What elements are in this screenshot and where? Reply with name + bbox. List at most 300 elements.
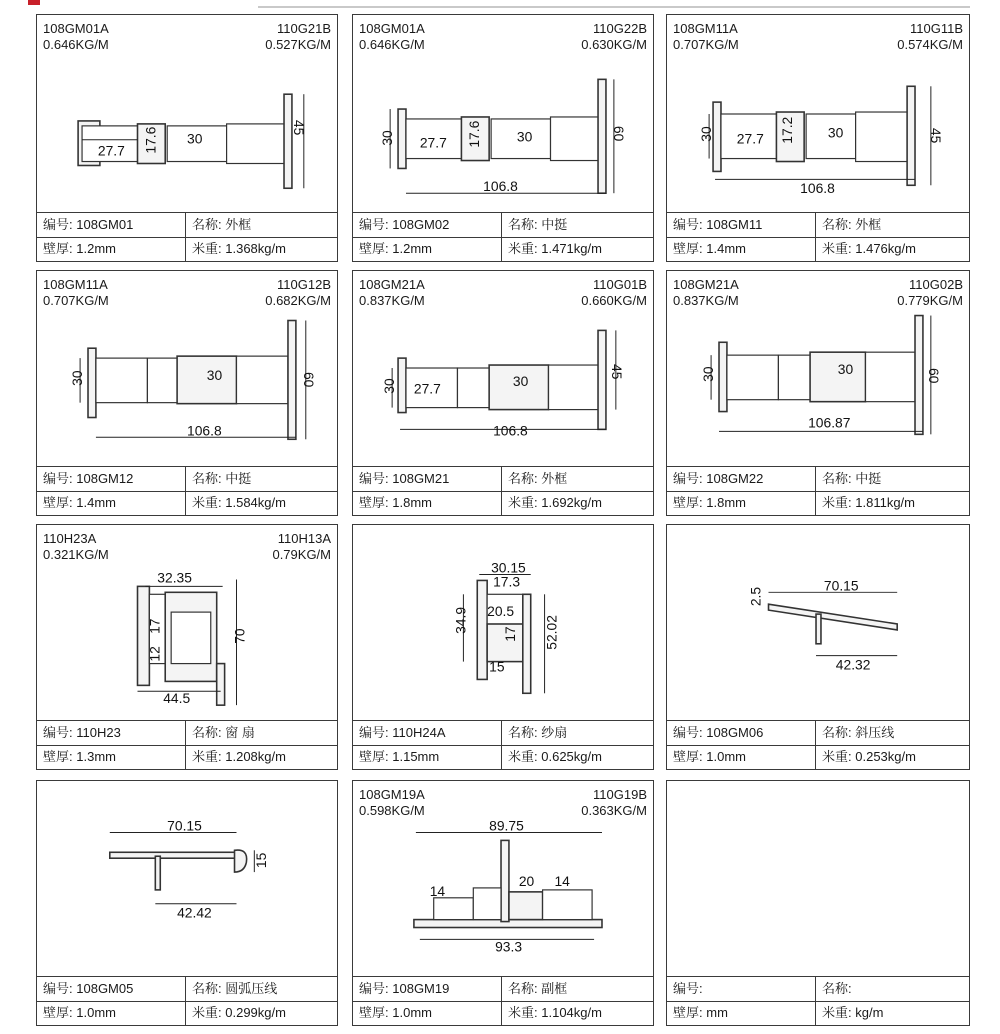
profile-figure: [353, 525, 653, 721]
profile-part: [288, 320, 296, 439]
name-cell: [185, 467, 337, 491]
thickness-cell: [353, 745, 501, 769]
left-profile-code: [43, 531, 109, 563]
thickness-cell: [37, 1001, 185, 1025]
thickness-value: 1.0mm: [76, 1005, 116, 1020]
thickness-label: 壁厚:: [359, 749, 389, 764]
thickness-label: 壁厚:: [43, 1005, 73, 1020]
weight-value: 0.625kg/m: [541, 749, 602, 764]
name-value: 斜压线: [855, 725, 895, 740]
profile-card-108GM05: [36, 780, 338, 1026]
weight-value: 0.299kg/m: [225, 1005, 286, 1020]
name-label: 名称:: [192, 981, 222, 996]
dimension-label: 15: [253, 852, 270, 869]
number-cell: [37, 213, 185, 237]
weight-label: 米重:: [508, 749, 538, 764]
profile-figure: [667, 781, 969, 977]
left-profile-code: [359, 787, 425, 819]
spec-table: [667, 466, 969, 515]
profile-chamber: [227, 124, 286, 164]
dimension-label: 45: [927, 127, 944, 144]
spec-row: [353, 977, 653, 1002]
profile-drawing: [667, 525, 969, 721]
left-profile-code: [43, 277, 109, 309]
profile-chamber: [778, 355, 810, 400]
number-label: 编号:: [673, 725, 703, 740]
name-cell: [185, 977, 337, 1001]
profile-code: 110H13A: [277, 531, 331, 546]
thickness-value: 1.4mm: [76, 495, 116, 510]
dimension-label: 60: [300, 371, 317, 388]
thickness-value: 1.0mm: [706, 749, 746, 764]
weight-cell: [501, 237, 653, 261]
right-profile-code: [897, 277, 963, 309]
name-label: 名称:: [508, 725, 538, 740]
profile-chamber: [543, 890, 592, 920]
weight-value: 1.692kg/m: [541, 495, 602, 510]
spec-row: [667, 467, 969, 492]
profile-code: 108GM21A: [673, 277, 739, 292]
dimension-label: 17: [146, 618, 163, 634]
name-value: 中挺: [855, 471, 882, 486]
profile-figure: [667, 15, 969, 213]
weight-cell: [815, 491, 969, 515]
dimension-label: 20: [518, 872, 535, 889]
profile-weight: 0.646KG/M: [43, 37, 109, 52]
profile-part: [719, 342, 727, 411]
profile-chamber: [866, 352, 915, 401]
left-profile-code: [43, 21, 109, 53]
name-value: 窗 扇: [225, 725, 255, 740]
dimension-label: 17.2: [779, 116, 796, 144]
thickness-value: 1.8mm: [706, 495, 746, 510]
profile-part: [769, 604, 898, 630]
name-cell: [501, 977, 653, 1001]
number-label: 编号:: [43, 471, 73, 486]
weight-value: 1.368kg/m: [225, 241, 286, 256]
profile-code: 108GM11A: [43, 277, 108, 292]
profile-part: [138, 586, 150, 685]
dimension-label: 52.02: [543, 615, 560, 650]
spec-row: [667, 491, 969, 515]
profile-card-108GM06: [666, 524, 970, 770]
profile-chamber: [147, 358, 179, 403]
profile-chamber: [434, 898, 474, 920]
profile-part: [713, 102, 721, 171]
weight-label: 米重:: [822, 1005, 852, 1020]
number-cell: [667, 213, 815, 237]
profile-part: [915, 316, 923, 435]
name-label: 名称:: [192, 725, 222, 740]
dimension-label: 30: [698, 126, 715, 142]
thickness-value: 1.0mm: [392, 1005, 432, 1020]
left-profile-code: [673, 277, 739, 309]
name-label: 名称:: [192, 217, 222, 232]
profile-chamber: [473, 888, 501, 920]
profile-code: 110G12B: [277, 277, 331, 292]
number-value: 108GM05: [76, 981, 134, 996]
name-value: 副框: [541, 981, 568, 996]
profile-part: [509, 892, 543, 920]
spec-row: [667, 721, 969, 746]
dimension-label: 70: [231, 628, 248, 644]
weight-cell: [815, 237, 969, 261]
dimension-label: 45: [608, 364, 625, 380]
spec-row: [37, 213, 337, 238]
spec-table: [37, 720, 337, 769]
number-label: 编号:: [673, 217, 703, 232]
profile-chamber: [856, 112, 907, 162]
dimension-label: 45: [290, 119, 307, 136]
name-label: 名称:: [822, 725, 852, 740]
number-label: 编号:: [673, 981, 703, 996]
profile-figure: [37, 15, 337, 213]
number-label: 编号:: [43, 217, 73, 232]
number-label: 编号:: [359, 981, 389, 996]
thickness-cell: [353, 491, 501, 515]
spec-row: [353, 237, 653, 261]
dimension-label: 27.7: [736, 130, 764, 147]
thickness-value: 1.4mm: [706, 241, 746, 256]
dimension-label: 32.35: [157, 569, 192, 586]
profile-card-110H24A: [352, 524, 654, 770]
thickness-cell: [667, 1001, 815, 1025]
thickness-label: 壁厚:: [673, 749, 703, 764]
spec-row: [37, 467, 337, 492]
red-accent-mark: [28, 0, 40, 5]
dimension-label: 42.32: [835, 656, 871, 673]
profile-card-108GM22: [666, 270, 970, 516]
dimension-label: 89.75: [489, 817, 524, 834]
dimension-label: 17.6: [142, 126, 159, 154]
spec-row: [37, 745, 337, 769]
number-value: 108GM06: [706, 725, 764, 740]
number-cell: [667, 977, 815, 1001]
spec-table: [37, 212, 337, 261]
number-label: 编号:: [359, 217, 389, 232]
profile-weight: 0.837KG/M: [673, 293, 739, 308]
spec-row: [37, 491, 337, 515]
weight-cell: [185, 237, 337, 261]
number-cell: [667, 721, 815, 745]
thickness-label: 壁厚:: [673, 241, 703, 256]
name-cell: [185, 721, 337, 745]
profile-figure: [353, 271, 653, 467]
name-cell: [501, 213, 653, 237]
profile-part: [598, 79, 606, 193]
spec-row: [353, 745, 653, 769]
number-label: 编号:: [673, 471, 703, 486]
weight-value: 0.253kg/m: [855, 749, 916, 764]
spec-row: [667, 745, 969, 769]
spec-table: [353, 212, 653, 261]
profile-chamber: [551, 117, 601, 161]
dimension-label: 17.6: [466, 120, 483, 148]
profile-part: [816, 614, 821, 644]
profile-card-108GM02: [352, 14, 654, 262]
profile-code: 110G02B: [909, 277, 963, 292]
profile-weight: 0.707KG/M: [673, 37, 739, 52]
name-cell: [185, 213, 337, 237]
profile-drawing: [37, 781, 337, 977]
weight-label: 米重:: [508, 1005, 538, 1020]
profile-code: 110G11B: [909, 21, 963, 36]
thickness-label: 壁厚:: [359, 1005, 389, 1020]
number-cell: [353, 977, 501, 1001]
spec-row: [353, 467, 653, 492]
spec-table: [353, 976, 653, 1025]
name-label: 名称:: [508, 471, 538, 486]
profile-part: [217, 664, 225, 706]
number-value: 108GM22: [706, 471, 764, 486]
spec-table: [667, 212, 969, 261]
weight-value: 1.208kg/m: [225, 749, 286, 764]
number-cell: [353, 467, 501, 491]
dimension-label: 106.8: [483, 178, 518, 195]
number-value: 110H23: [76, 725, 121, 740]
weight-cell: [185, 745, 337, 769]
thickness-label: 壁厚:: [673, 495, 703, 510]
weight-cell: [185, 491, 337, 515]
profile-weight: 0.779KG/M: [897, 293, 963, 308]
spec-table: [37, 976, 337, 1025]
thickness-value: 1.8mm: [392, 495, 432, 510]
weight-label: 米重:: [822, 495, 852, 510]
right-profile-code: [272, 531, 331, 563]
weight-label: 米重:: [822, 749, 852, 764]
profile-part: [523, 594, 531, 693]
profile-part: [88, 348, 96, 417]
name-label: 名称:: [822, 981, 852, 996]
number-value: 108GM02: [392, 217, 450, 232]
profile-part: [110, 852, 239, 858]
thickness-cell: [37, 237, 185, 261]
right-profile-code: [581, 787, 647, 819]
weight-label: 米重:: [192, 1005, 222, 1020]
dimension-label: 30: [512, 372, 529, 389]
number-cell: [353, 213, 501, 237]
dimension-label: 17: [501, 626, 518, 642]
weight-value: 1.811kg/m: [855, 495, 915, 510]
spec-row: [37, 1001, 337, 1025]
profile-code: 110G19B: [593, 787, 647, 802]
weight-cell: [501, 745, 653, 769]
spec-row: [37, 977, 337, 1002]
number-cell: [37, 467, 185, 491]
dimension-label: 15: [489, 658, 505, 675]
dimension-label: 27.7: [413, 380, 441, 397]
spec-table: [667, 720, 969, 769]
name-value: 中挺: [541, 217, 568, 232]
weight-label: 米重:: [508, 241, 538, 256]
profile-code: 110G22B: [593, 21, 647, 36]
dimension-label: 2.5: [747, 586, 764, 607]
dimension-label: 106.87: [808, 414, 851, 431]
dimension-label: 70.15: [823, 577, 859, 594]
dimension-label: 106.8: [800, 180, 835, 197]
spec-row: [667, 237, 969, 261]
weight-label: 米重:: [508, 495, 538, 510]
name-cell: [815, 977, 969, 1001]
profile-figure: [37, 525, 337, 721]
number-cell: [667, 467, 815, 491]
profile-part: [598, 330, 606, 429]
profile-part: [477, 580, 487, 679]
thickness-label: 壁厚:: [673, 1005, 703, 1020]
left-profile-code: [673, 21, 739, 53]
profile-chamber: [236, 356, 287, 404]
profile-card-108GM12: [36, 270, 338, 516]
profile-drawing: [353, 525, 653, 721]
profile-weight: 0.837KG/M: [359, 293, 425, 308]
profile-figure: [37, 271, 337, 467]
thickness-cell: [353, 237, 501, 261]
thickness-label: 壁厚:: [43, 241, 73, 256]
weight-cell: [501, 1001, 653, 1025]
thickness-value: 1.2mm: [392, 241, 432, 256]
weight-cell: [815, 1001, 969, 1025]
profile-code: 110G21B: [277, 21, 331, 36]
profile-card-108GM21: [352, 270, 654, 516]
profile-part: [907, 86, 915, 185]
profile-weight: 0.646KG/M: [359, 37, 425, 52]
dimension-label: 30: [187, 130, 203, 147]
dimension-label: 106.8: [493, 422, 528, 439]
profile-card-108GM19: [352, 780, 654, 1026]
dimension-label: 34.9: [452, 606, 469, 634]
dimension-label: 12: [146, 646, 163, 662]
profile-code: 108GM01A: [359, 21, 425, 36]
weight-cell: [185, 1001, 337, 1025]
profile-card-110H23: [36, 524, 338, 770]
spec-row: [353, 213, 653, 238]
dimension-label: 60: [925, 368, 942, 384]
thickness-label: 壁厚:: [43, 495, 73, 510]
name-value: 中挺: [225, 471, 252, 486]
profile-chamber: [549, 365, 600, 410]
weight-label: 米重:: [192, 241, 222, 256]
right-profile-code: [897, 21, 963, 53]
weight-label: 米重:: [192, 749, 222, 764]
top-decoration: [0, 0, 1000, 12]
name-value: 纱扇: [541, 725, 568, 740]
profile-code: 110H23A: [43, 531, 97, 546]
name-cell: [815, 467, 969, 491]
thickness-value: 1.2mm: [76, 241, 116, 256]
right-profile-code: [581, 277, 647, 309]
dimension-label: 27.7: [419, 134, 447, 151]
spec-row: [37, 237, 337, 261]
dimension-label: 30.15: [491, 559, 526, 576]
profile-weight: 0.660KG/M: [581, 293, 647, 308]
left-profile-code: [359, 21, 425, 53]
number-cell: [37, 977, 185, 1001]
name-cell: [501, 467, 653, 491]
dimension-label: 27.7: [97, 142, 125, 159]
profile-chamber: [171, 612, 211, 663]
name-label: 名称:: [508, 217, 538, 232]
number-cell: [37, 721, 185, 745]
spec-row: [667, 977, 969, 1002]
spec-table: [667, 976, 969, 1025]
name-cell: [815, 213, 969, 237]
dimension-label: 70.15: [167, 817, 202, 834]
left-profile-code: [359, 277, 425, 309]
name-value: 圆弧压线: [225, 981, 278, 996]
weight-label: 米重:: [192, 495, 222, 510]
name-cell: [501, 721, 653, 745]
profile-weight: 0.321KG/M: [43, 547, 109, 562]
thickness-cell: [37, 491, 185, 515]
profile-weight: 0.79KG/M: [272, 547, 331, 562]
profile-card-108GM11: [666, 14, 970, 262]
number-label: 编号:: [43, 725, 73, 740]
profile-code: 108GM01A: [43, 21, 109, 36]
name-value: 外框: [541, 471, 568, 486]
thickness-cell: [667, 491, 815, 515]
number-value: 108GM12: [76, 471, 134, 486]
dimension-label: 93.3: [495, 938, 523, 955]
name-label: 名称:: [822, 217, 852, 232]
weight-value: kg/m: [855, 1005, 884, 1020]
spec-table: [353, 466, 653, 515]
spec-row: [353, 721, 653, 746]
header-rule: [258, 6, 970, 8]
profile-weight: 0.363KG/M: [581, 803, 647, 818]
profile-weight: 0.598KG/M: [359, 803, 425, 818]
name-value: 外框: [225, 217, 252, 232]
profile-weight: 0.682KG/M: [265, 293, 331, 308]
profile-part: [284, 94, 292, 188]
profile-chamber: [457, 368, 491, 408]
profile-weight: 0.574KG/M: [897, 37, 963, 52]
profile-figure: [37, 781, 337, 977]
dimension-label: 30: [379, 130, 396, 146]
thickness-value: 1.3mm: [76, 749, 116, 764]
profile-figure: [353, 15, 653, 213]
profile-part: [235, 850, 247, 872]
profile-figure: [353, 781, 653, 977]
thickness-cell: [353, 1001, 501, 1025]
profile-weight: 0.707KG/M: [43, 293, 109, 308]
right-profile-code: [265, 21, 331, 53]
dimension-label: 44.5: [163, 690, 191, 707]
profile-part: [398, 358, 406, 412]
number-cell: [353, 721, 501, 745]
number-label: 编号:: [359, 725, 389, 740]
spec-row: [37, 721, 337, 746]
spec-table: [353, 720, 653, 769]
dimension-label: 30: [827, 124, 844, 141]
profile-weight: 0.527KG/M: [265, 37, 331, 52]
weight-label: 米重:: [822, 241, 852, 256]
dimension-label: 14: [554, 872, 570, 889]
profile-chamber: [727, 355, 778, 400]
profile-figure: [667, 271, 969, 467]
weight-value: 1.584kg/m: [225, 495, 286, 510]
dimension-label: 106.8: [187, 422, 222, 439]
weight-value: 1.476kg/m: [855, 241, 916, 256]
right-profile-code: [581, 21, 647, 53]
name-cell: [815, 721, 969, 745]
profile-part: [501, 840, 509, 921]
profile-code: 108GM19A: [359, 787, 425, 802]
number-value: 108GM21: [392, 471, 450, 486]
name-label: 名称:: [822, 471, 852, 486]
name-label: 名称:: [192, 471, 222, 486]
spec-row: [353, 1001, 653, 1025]
number-value: 108GM01: [76, 217, 134, 232]
